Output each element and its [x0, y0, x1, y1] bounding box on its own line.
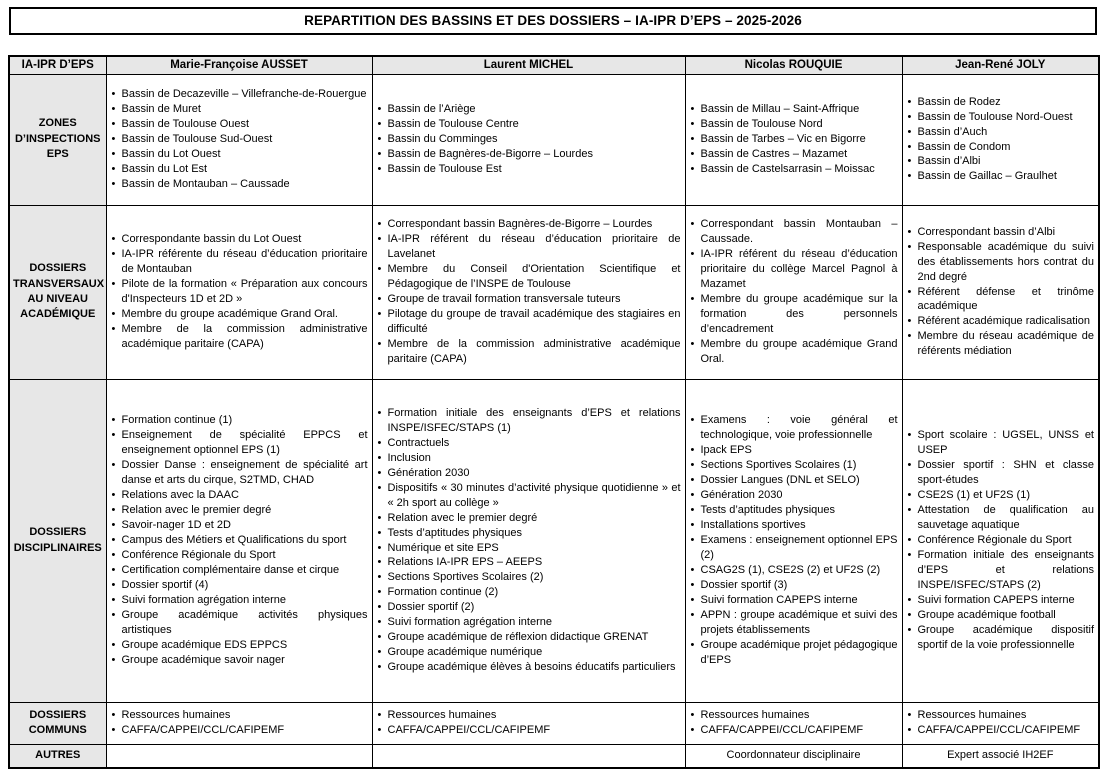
list-item: • Relation avec le premier degré — [112, 503, 368, 518]
list-item: • APPN : groupe académique et suivi des projets établissements — [691, 608, 898, 638]
table-cell: Expert associé IH2EF — [902, 744, 1099, 768]
list-item: • Suivi formation CAPEPS interne — [908, 593, 1095, 608]
list-item: • Dossier sportif : SHN et classe sport-études — [908, 458, 1095, 488]
list-item: • Membre du groupe académique sur la formation des personnels d’encadrement — [691, 292, 898, 337]
list-item: • Dispositifs « 30 minutes d’activité physique quotidienne » et « 2h sport au collège » — [378, 481, 681, 511]
list-item: • Bassin de Gaillac – Graulhet — [908, 169, 1095, 184]
list-item: • Examens : enseignement optionnel EPS (2) — [691, 533, 898, 563]
list-item: • Bassin de Bagnères-de-Bigorre – Lourdes — [378, 147, 681, 162]
bullet-list — [908, 428, 1095, 652]
list-item: • Membre de la commission administrative académique paritaire (CAPA) — [112, 322, 368, 352]
bullet-list — [908, 95, 1095, 185]
bullet-list — [112, 708, 368, 738]
list-item: • Conférence Régionale du Sport — [908, 533, 1095, 548]
list-item: • Bassin de Decazeville – Villefranche-de-Rouergue — [112, 87, 368, 102]
list-item: • Groupe académique savoir nager — [112, 653, 368, 668]
list-item: • Bassin de Toulouse Ouest — [112, 117, 368, 132]
list-item: • Savoir-nager 1D et 2D — [112, 518, 368, 533]
list-item: • Référent défense et trinôme académique — [908, 285, 1095, 315]
list-item: • Bassin de Castelsarrasin – Moissac — [691, 162, 898, 177]
bullet-list — [378, 102, 681, 177]
row-header: DOSSIERS TRANSVERSAUX AU NIVEAU ACADÉMIQUE — [9, 205, 106, 379]
table-cell — [372, 379, 685, 702]
list-item: • Tests d’aptitudes physiques — [378, 526, 681, 541]
row-header: DOSSIERS COMMUNS — [9, 702, 106, 744]
list-item: • Ressources humaines — [691, 708, 898, 723]
list-item: • Correspondant bassin d’Albi — [908, 225, 1095, 240]
list-item: • Ipack EPS — [691, 443, 898, 458]
list-item: • CAFFA/CAPPEI/CCL/CAFIPEMF — [691, 723, 898, 738]
assignment-table — [8, 55, 1100, 769]
table-cell — [372, 744, 685, 768]
list-item: • Attestation de qualification au sauvetage aquatique — [908, 503, 1095, 533]
list-item: • Bassin d’Auch — [908, 125, 1095, 140]
bullet-list — [691, 413, 898, 667]
table-row — [9, 379, 1099, 702]
table-row — [9, 744, 1099, 768]
list-item: • Bassin du Lot Est — [112, 162, 368, 177]
list-item: • Dossier Langues (DNL et SELO) — [691, 473, 898, 488]
list-item: • Bassin de Toulouse Centre — [378, 117, 681, 132]
list-item: • Ressources humaines — [112, 708, 368, 723]
row-header: ZONES D’INSPECTIONS EPS — [9, 74, 106, 205]
list-item: • Campus des Métiers et Qualifications du sport — [112, 533, 368, 548]
list-item: • Relations IA-IPR EPS – AEEPS — [378, 555, 681, 570]
list-item: • Membre de la commission administrative académique paritaire (CAPA) — [378, 337, 681, 367]
list-item: • IA-IPR référent du réseau d’éducation prioritaire de Lavelanet — [378, 232, 681, 262]
table-cell — [106, 205, 372, 379]
table-row — [9, 702, 1099, 744]
list-item: • Installations sportives — [691, 518, 898, 533]
list-item: • Numérique et site EPS — [378, 541, 681, 556]
list-item: • Bassin de Toulouse Est — [378, 162, 681, 177]
bullet-list — [112, 232, 368, 352]
list-item: • Groupe académique activités physiques artistiques — [112, 608, 368, 638]
table-cell — [106, 74, 372, 205]
list-item: • Bassin de Toulouse Sud-Ouest — [112, 132, 368, 147]
list-item: • Enseignement de spécialité EPPCS et enseignement optionnel EPS (1) — [112, 428, 368, 458]
list-item: • Membre du groupe académique Grand Oral. — [691, 337, 898, 367]
list-item: • Bassin de Toulouse Nord — [691, 117, 898, 132]
table-cell — [372, 702, 685, 744]
list-item: • Membre du groupe académique Grand Oral. — [112, 307, 368, 322]
table-row — [9, 205, 1099, 379]
list-item: • Groupe académique dispositif sportif de la voie professionnelle — [908, 623, 1095, 653]
list-item: • CAFFA/CAPPEI/CCL/CAFIPEMF — [112, 723, 368, 738]
list-item: • Formation initiale des enseignants d’EPS et relations INSPE/ISFEC/STAPS (1) — [378, 406, 681, 436]
list-item: • Bassin de Rodez — [908, 95, 1095, 110]
list-item: • Bassin de Montauban – Caussade — [112, 177, 368, 192]
table-cell — [902, 74, 1099, 205]
list-item: • Groupe académique élèves à besoins éducatifs particuliers — [378, 660, 681, 675]
list-item: • Bassin de Toulouse Nord-Ouest — [908, 110, 1095, 125]
list-item: • Bassin de Muret — [112, 102, 368, 117]
column-header-rouquie: Nicolas ROUQUIE — [685, 56, 902, 74]
table-cell — [685, 205, 902, 379]
table-row — [9, 74, 1099, 205]
table-cell — [685, 74, 902, 205]
list-item: • IA-IPR référent du réseau d’éducation prioritaire du collège Marcel Pagnol à Mazamet — [691, 247, 898, 292]
row-header: AUTRES — [9, 744, 106, 768]
list-item: • Sport scolaire : UGSEL, UNSS et USEP — [908, 428, 1095, 458]
table-cell — [372, 205, 685, 379]
list-item: • Relations avec la DAAC — [112, 488, 368, 503]
list-item: • Bassin du Comminges — [378, 132, 681, 147]
list-item: • Responsable académique du suivi des établissements hors contrat du 2nd degré — [908, 240, 1095, 285]
table-cell: Coordonnateur disciplinaire — [685, 744, 902, 768]
list-item: • Ressources humaines — [908, 708, 1095, 723]
list-item: • Groupe académique projet pédagogique d’EPS — [691, 638, 898, 668]
list-item: • Tests d’aptitudes physiques — [691, 503, 898, 518]
corner-header: IA-IPR D’EPS — [9, 56, 106, 74]
list-item: • Sections Sportives Scolaires (2) — [378, 570, 681, 585]
list-item: • Relation avec le premier degré — [378, 511, 681, 526]
list-item: • Bassin du Lot Ouest — [112, 147, 368, 162]
column-header-ausset: Marie-Françoise AUSSET — [106, 56, 372, 74]
list-item: • Correspondante bassin du Lot Ouest — [112, 232, 368, 247]
list-item: • Dossier sportif (3) — [691, 578, 898, 593]
table-cell — [685, 379, 902, 702]
list-item: • Génération 2030 — [691, 488, 898, 503]
list-item: • Bassin de l’Ariège — [378, 102, 681, 117]
list-item: • CAFFA/CAPPEI/CCL/CAFIPEMF — [908, 723, 1095, 738]
column-header-michel: Laurent MICHEL — [372, 56, 685, 74]
list-item: • Sections Sportives Scolaires (1) — [691, 458, 898, 473]
table-cell — [902, 205, 1099, 379]
list-item: • Suivi formation agrégation interne — [112, 593, 368, 608]
bullet-list — [378, 406, 681, 675]
list-item: • Membre du Conseil d'Orientation Scientifique et Pédagogique de l’INSPE de Toulouse — [378, 262, 681, 292]
list-item: • Suivi formation agrégation interne — [378, 615, 681, 630]
bullet-list — [908, 225, 1095, 360]
list-item: • Pilote de la formation « Préparation aux concours d'Inspecteurs 1D et 2D » — [112, 277, 368, 307]
list-item: • Contractuels — [378, 436, 681, 451]
list-item: • Bassin de Castres – Mazamet — [691, 147, 898, 162]
list-item: • CSAG2S (1), CSE2S (2) et UF2S (2) — [691, 563, 898, 578]
list-item: • Dossier sportif (2) — [378, 600, 681, 615]
bullet-list — [908, 708, 1095, 738]
bullet-list — [112, 87, 368, 192]
list-item: • Examens : voie général et technologique, voie professionnelle — [691, 413, 898, 443]
column-header-joly: Jean-René JOLY — [902, 56, 1099, 74]
table-cell — [106, 702, 372, 744]
list-item: • Génération 2030 — [378, 466, 681, 481]
list-item: • Ressources humaines — [378, 708, 681, 723]
bullet-list — [112, 413, 368, 667]
list-item: • Bassin de Tarbes – Vic en Bigorre — [691, 132, 898, 147]
list-item: • CSE2S (1) et UF2S (1) — [908, 488, 1095, 503]
list-item: • Correspondant bassin Montauban – Caussade. — [691, 217, 898, 247]
document-title: REPARTITION DES BASSINS ET DES DOSSIERS – IA-IPR D’EPS – 2025-2026 — [9, 7, 1097, 35]
list-item: • Groupe académique EDS EPPCS — [112, 638, 368, 653]
table-body — [9, 74, 1099, 768]
table-cell — [902, 379, 1099, 702]
bullet-list — [691, 708, 898, 738]
bullet-list — [691, 217, 898, 367]
list-item: • Correspondant bassin Bagnères-de-Bigorre – Lourdes — [378, 217, 681, 232]
list-item: • Dossier sportif (4) — [112, 578, 368, 593]
list-item: • Inclusion — [378, 451, 681, 466]
table-cell — [902, 702, 1099, 744]
list-item: • Certification complémentaire danse et cirque — [112, 563, 368, 578]
list-item: • Pilotage du groupe de travail académique des stagiaires en difficulté — [378, 307, 681, 337]
list-item: • Référent académique radicalisation — [908, 314, 1095, 329]
list-item: • Bassin de Condom — [908, 140, 1095, 155]
list-item: • Suivi formation CAPEPS interne — [691, 593, 898, 608]
row-header: DOSSIERS DISCIPLINAIRES — [9, 379, 106, 702]
list-item: • Groupe de travail formation transversale tuteurs — [378, 292, 681, 307]
list-item: • Groupe académique de réflexion didactique GRENAT — [378, 630, 681, 645]
list-item: • Groupe académique numérique — [378, 645, 681, 660]
list-item: • IA-IPR référente du réseau d’éducation prioritaire de Montauban — [112, 247, 368, 277]
header-row — [9, 56, 1099, 74]
list-item: • Groupe académique football — [908, 608, 1095, 623]
list-item: • Conférence Régionale du Sport — [112, 548, 368, 563]
bullet-list — [691, 102, 898, 177]
list-item: • Formation initiale des enseignants d’EPS et relations INSPE/ISFEC/STAPS (2) — [908, 548, 1095, 593]
list-item: • Formation continue (1) — [112, 413, 368, 428]
list-item: • Bassin d’Albi — [908, 154, 1095, 169]
list-item: • Bassin de Millau – Saint-Affrique — [691, 102, 898, 117]
table-cell — [106, 744, 372, 768]
table-cell — [106, 379, 372, 702]
table-cell — [685, 702, 902, 744]
list-item: • CAFFA/CAPPEI/CCL/CAFIPEMF — [378, 723, 681, 738]
list-item: • Membre du réseau académique de référents médiation — [908, 329, 1095, 359]
bullet-list — [378, 217, 681, 367]
list-item: • Dossier Danse : enseignement de spécialité art danse et arts du cirque, S2TMD, CHAD — [112, 458, 368, 488]
list-item: • Formation continue (2) — [378, 585, 681, 600]
bullet-list — [378, 708, 681, 738]
table-cell — [372, 74, 685, 205]
